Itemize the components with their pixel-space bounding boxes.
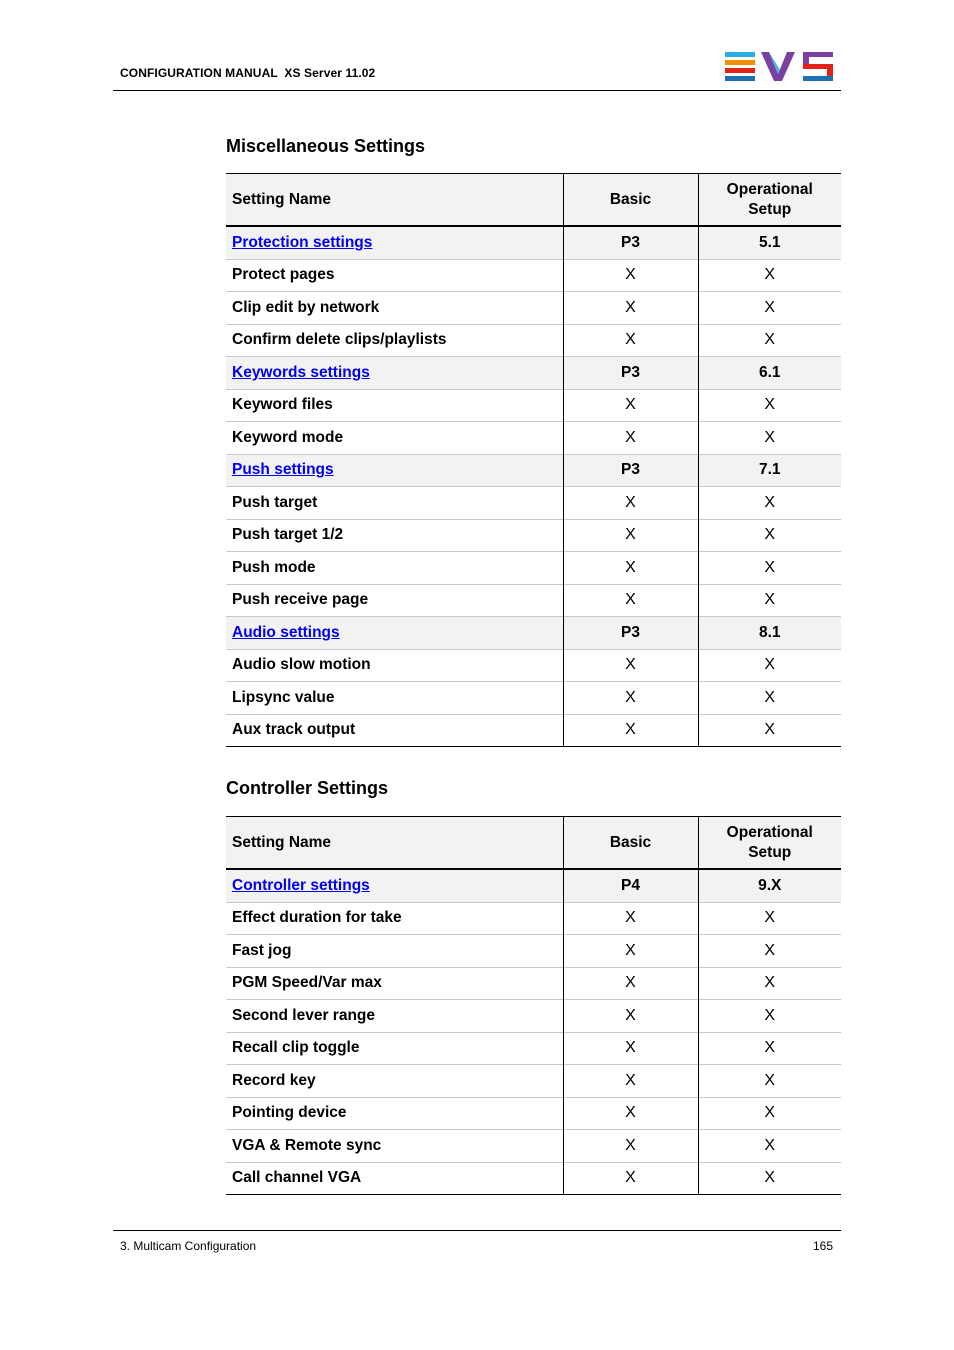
basic-cell: X (563, 259, 698, 292)
settings-group-link[interactable]: Push settings (232, 461, 334, 479)
table-row (226, 967, 841, 1000)
table-row (226, 389, 841, 422)
operational-setup-cell: X (698, 902, 841, 935)
col-header-operational-setup: Operational Setup (698, 174, 841, 227)
col-header-basic: Basic (563, 174, 698, 227)
operational-setup-cell: X (698, 422, 841, 455)
operational-setup-cell: X (698, 967, 841, 1000)
operational-setup-cell: X (698, 935, 841, 968)
table-row (226, 1130, 841, 1163)
logo-e-icon (725, 52, 755, 81)
setting-name-cell (226, 617, 563, 650)
basic-cell: P3 (563, 617, 698, 650)
misc-section-title: Miscellaneous Settings (226, 136, 426, 156)
table-row (226, 935, 841, 968)
page-number: 165 (812, 1239, 833, 1253)
setting-name-cell (226, 226, 563, 259)
operational-setup-cell: X (698, 259, 841, 292)
basic-cell: X (563, 1162, 698, 1195)
setting-name-cell: Aux track output (226, 714, 563, 747)
setting-name-cell: Lipsync value (226, 682, 563, 715)
logo-v-icon (761, 52, 795, 81)
table-row (226, 1032, 841, 1065)
basic-cell: P3 (563, 357, 698, 390)
setting-name-cell: Audio slow motion (226, 649, 563, 682)
setting-name-cell: Call channel VGA (226, 1162, 563, 1195)
setting-name-cell: VGA & Remote sync (226, 1130, 563, 1163)
setting-name-cell: Protect pages (226, 259, 563, 292)
operational-setup-cell: X (698, 714, 841, 747)
setting-name-cell: Push target 1/2 (226, 519, 563, 552)
col-header-basic: Basic (563, 817, 698, 870)
basic-cell: X (563, 1130, 698, 1163)
basic-cell: X (563, 422, 698, 455)
table-row (226, 226, 841, 259)
setting-name-cell: Record key (226, 1065, 563, 1098)
table-row (226, 649, 841, 682)
setting-name-cell (226, 454, 563, 487)
setting-name-cell: Confirm delete clips/playlists (226, 324, 563, 357)
table-row (226, 1162, 841, 1195)
basic-cell: X (563, 1065, 698, 1098)
operational-setup-cell: X (698, 1032, 841, 1065)
basic-cell: X (563, 1000, 698, 1033)
operational-setup-cell: X (698, 682, 841, 715)
operational-setup-cell: X (698, 552, 841, 585)
basic-cell: P3 (563, 226, 698, 259)
table-row (226, 552, 841, 585)
basic-cell: X (563, 584, 698, 617)
operational-setup-cell: 8.1 (698, 617, 841, 650)
basic-cell: X (563, 552, 698, 585)
table-row (226, 324, 841, 357)
settings-group-link[interactable]: Keywords settings (232, 363, 370, 381)
footer-section: 3. Multicam Configuration (120, 1239, 257, 1253)
setting-name-cell (226, 357, 563, 390)
table-row (226, 902, 841, 935)
basic-cell: X (563, 519, 698, 552)
col-header-setting-name: Setting Name (226, 174, 563, 227)
setting-name-cell: PGM Speed/Var max (226, 967, 563, 1000)
operational-setup-cell: X (698, 1097, 841, 1130)
operational-setup-cell: 5.1 (698, 226, 841, 259)
table-row (226, 487, 841, 520)
setting-name-cell: Keyword mode (226, 422, 563, 455)
basic-cell: X (563, 1032, 698, 1065)
operational-setup-cell: 7.1 (698, 454, 841, 487)
controller-settings-table (226, 816, 841, 1195)
basic-cell: X (563, 935, 698, 968)
table-row (226, 1065, 841, 1098)
table-row (226, 869, 841, 902)
col-header-setting-name: Setting Name (226, 817, 563, 870)
operational-setup-cell: X (698, 584, 841, 617)
basic-cell: X (563, 389, 698, 422)
logo-s-icon (803, 52, 833, 81)
table-row (226, 454, 841, 487)
setting-name-cell: Pointing device (226, 1097, 563, 1130)
operational-setup-cell: X (698, 292, 841, 325)
manual-title: CONFIGURATION MANUAL XS Server 11.02 (120, 66, 376, 80)
basic-cell: X (563, 1097, 698, 1130)
table-row (226, 259, 841, 292)
settings-group-link[interactable]: Protection settings (232, 233, 373, 251)
setting-name-cell: Effect duration for take (226, 902, 563, 935)
table-row (226, 617, 841, 650)
basic-cell: X (563, 902, 698, 935)
setting-name-cell: Push target (226, 487, 563, 520)
operational-setup-cell: X (698, 1065, 841, 1098)
setting-name-cell: Fast jog (226, 935, 563, 968)
table-row (226, 1000, 841, 1033)
table-row (226, 682, 841, 715)
setting-name-cell: Clip edit by network (226, 292, 563, 325)
setting-name-cell: Push mode (226, 552, 563, 585)
settings-group-link[interactable]: Controller settings (232, 876, 370, 894)
basic-cell: X (563, 487, 698, 520)
setting-name-cell: Keyword files (226, 389, 563, 422)
table-row (226, 584, 841, 617)
evs-logo (725, 52, 835, 82)
setting-name-cell: Push receive page (226, 584, 563, 617)
basic-cell: X (563, 682, 698, 715)
controller-section-title: Controller Settings (226, 778, 389, 798)
col-header-operational-setup: Operational Setup (698, 817, 841, 870)
basic-cell: X (563, 649, 698, 682)
setting-name-cell: Second lever range (226, 1000, 563, 1033)
misc-settings-table (226, 173, 841, 747)
settings-group-link[interactable]: Audio settings (232, 623, 340, 641)
table-header-row (226, 817, 841, 870)
operational-setup-cell: 6.1 (698, 357, 841, 390)
operational-setup-cell: X (698, 324, 841, 357)
basic-cell: X (563, 324, 698, 357)
operational-setup-cell: X (698, 389, 841, 422)
operational-setup-cell: X (698, 1000, 841, 1033)
basic-cell: X (563, 967, 698, 1000)
table-row (226, 422, 841, 455)
basic-cell: P4 (563, 869, 698, 902)
operational-setup-cell: 9.X (698, 869, 841, 902)
page-footer (113, 1230, 841, 1253)
operational-setup-cell: X (698, 487, 841, 520)
table-row (226, 292, 841, 325)
table-row (226, 1097, 841, 1130)
table-row (226, 714, 841, 747)
setting-name-cell: Recall clip toggle (226, 1032, 563, 1065)
page-header (113, 46, 841, 91)
basic-cell: X (563, 292, 698, 325)
table-row (226, 357, 841, 390)
operational-setup-cell: X (698, 519, 841, 552)
setting-name-cell (226, 869, 563, 902)
basic-cell: P3 (563, 454, 698, 487)
operational-setup-cell: X (698, 649, 841, 682)
table-row (226, 519, 841, 552)
table-header-row (226, 174, 841, 227)
operational-setup-cell: X (698, 1130, 841, 1163)
basic-cell: X (563, 714, 698, 747)
operational-setup-cell: X (698, 1162, 841, 1195)
